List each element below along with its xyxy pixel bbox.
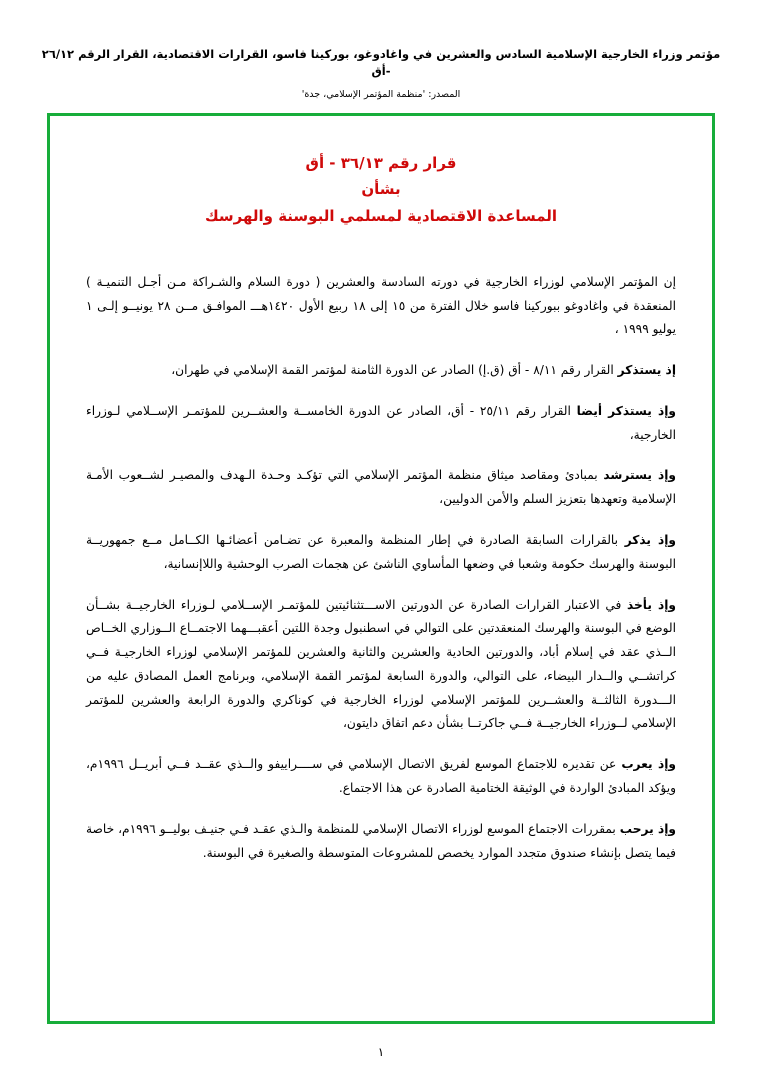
header-line: مؤتمر وزراء الخارجية الإسلامية السادس والعشرين في واغادوغو، بوركينا فاسو، القرارات الاقتصادية، القرار الرقم ٢٦/١٢ -أق [41, 47, 721, 79]
paragraph-preamble [86, 271, 676, 342]
paragraph-text: بمقررات الاجتماع الموسع لوزراء الاتصال الإسلامي للمنظمة والـذي عقـد فـي جنيـف بوليــو ١٩٩٦م، خاصة فيما يتصل بإنشاء صندوق متجدد الموارد يخصص للمشروعات المتوسطة والصغيرة في البوسنة. [86, 821, 676, 860]
paragraph-lead: وإذ يأخذ [626, 597, 676, 612]
content-frame [47, 113, 715, 1024]
resolution-number: قرار رقم ٣٦/١٣ - أق [305, 154, 457, 172]
paragraph-text: بمبادئ ومقاصد ميثاق منظمة المؤتمر الإسلامي التي تؤكـد وحـدة الـهدف والمصيـر لشــعوب الأمـة الإسلامية وتعهدها بتعزيز السلم والأمن الدوليين، [86, 468, 676, 507]
resolution-subject-label: بشأن [361, 180, 401, 199]
paragraph-lead: إذ يستذكر [617, 363, 676, 378]
paragraph-text: عن تقديره للاجتماع الموسع لفريق الاتصال الإسلامي في ســــراييفو والــذي عقــد فــي أبريــل ١٩٩٦م، ويؤكد المبادئ الواردة في الوثيقة الختامية الصادرة عن هذا الاجتماع. [86, 757, 676, 796]
paragraph-text: إن المؤتمر الإسلامي لوزراء الخارجية في دورته السادسة والعشرين ( دورة السلام والشـراكة مـن أجـل التنميـة ) المنعقدة في واغادوغو ببوركينا فاسو خلال الفترة من ١٥ إلى ١٨ ربيع الأول ١٤٢٠هـــ الموافـق مــن ٢٨ يونيــو إلـى ١ يوليو ١٩٩٩ ، [86, 274, 676, 337]
paragraph-appreciation [86, 753, 676, 801]
paragraph-lead: وإذ يذكر [624, 533, 676, 547]
paragraph-text: القرار رقم ٨/١١ - أق (ق.إ) الصادر عن الدورة الثامنة لمؤتمر القمة الإسلامي في طهران، [171, 363, 618, 378]
paragraph-welcome [86, 818, 676, 866]
page-number: ١ [377, 1045, 385, 1059]
paragraph-lead: وإذ يستذكر أيضا [576, 403, 676, 418]
resolution-body [86, 271, 676, 866]
paragraph-lead: وإذ يسترشد [603, 468, 677, 483]
paragraph-text: في الاعتبار القرارات الصادرة عن الدورتين الاســـتثنائيتين للمؤتمـر الإســلامي لـوزراء الخارجيــة بشــأن الوضع في البوسنة والهرسك المنعقدتين على التوالي في اسطنبول وجدة اللتين أعقبـــهما الاجتمــاع الــوزاري الخــاص الــذي عقد في إسلام أباد، والدورتين الحادية والعشرين والثانية والعشرين للمؤتمر الإسلامي لوزراء الخارجيـة فــي كراتشــي والــدار البيضاء، على التوالي، والدورة السابعة لمؤتمر القمة الإسلامي، وبرنامج العمل المصادق عليه من الـــدورة الثالثــة والعشــرين للمؤتمر الإسلامي لوزراء الخارجية في كوناكري والدورة الرابعة والعشرين للمؤتمر الإسلامي لــوزراء الخارجيــة فــي جاكرتــا بشأن دعم اتفاق دايتون، [86, 597, 676, 731]
paragraph-text: القرار رقم ٢٥/١١ - أق، الصادر عن الدورة الخامســة والعشــرين للمؤتمـر الإســلامي لـوزراء الخارجية، [86, 403, 676, 442]
header-source: المصدر: 'منظمة المؤتمر الإسلامي، جدة' [301, 88, 461, 100]
paragraph-recall-1 [86, 359, 676, 383]
paragraph-takes-into-account [86, 594, 676, 737]
paragraph-recall-2 [86, 400, 676, 448]
paragraph-lead: وإذ يعرب [621, 757, 676, 772]
paragraph-recall-previous [86, 529, 676, 577]
resolution-title [86, 150, 676, 229]
paragraph-guided [86, 464, 676, 512]
paragraph-text: بالقرارات السابقة الصادرة في إطار المنظمة والمعبرة عن تضـامن أعضائـها الكــامل مــع جمهوريــة البوسنة والهرسك حكومة وشعبا في وضعها المأساوي الناشئ عن هجمات الصرب الوحشية واللاإنسانية، [86, 533, 676, 571]
document-header [0, 0, 762, 102]
paragraph-lead: وإذ يرحب [619, 821, 677, 836]
resolution-subject: المساعدة الاقتصادية لمسلمي البوسنة والهرسك [204, 206, 558, 225]
